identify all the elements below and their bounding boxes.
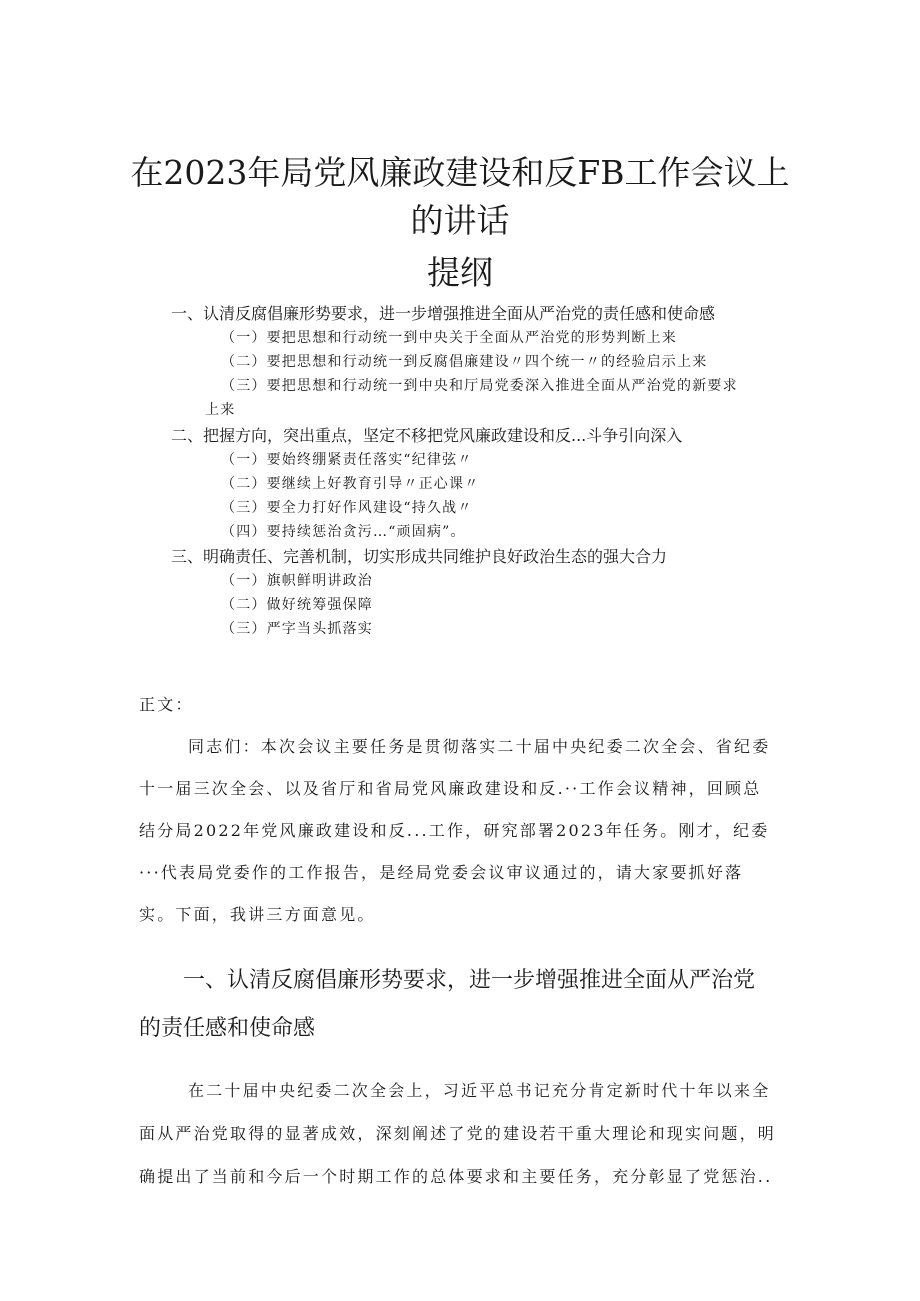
paragraph-1-line-5: 实。下面，我讲三方面意见。: [139, 905, 376, 924]
outline-section-2-item-4: （四）要持续惩治贪污…“顽固病”。: [221, 524, 466, 540]
outline-section-3-item-1: （一）旗帜鲜明讲政治: [221, 573, 373, 589]
outline-section-1-item-2: （二）要把思想和行动统一到反腐倡廉建设〃四个统一〃的经验启示上来: [221, 354, 708, 370]
outline-section-2-item-3: （三）要全力打好作风建设“持久战〃: [221, 500, 473, 516]
paragraph-2-line-3: 确提出了当前和今后一个时期工作的总体要求和主要任务，充分彰显了党惩治..: [139, 1167, 773, 1186]
outline-section-1-item-3: （三）要把思想和行动统一到中央和厅局党委深入推进全面从严治党的新要求: [221, 378, 738, 394]
paragraph-1-line-3: 结分局2022年党风廉政建设和反...工作，研究部署2023年任务。刚才，纪委: [139, 821, 770, 840]
body-label: 正文：: [139, 695, 194, 714]
outline-section-2-title: 二、把握方向，突出重点，坚定不移把党风廉政建设和反...斗争引向深入: [171, 426, 683, 445]
outline-section-1-title: 一、认清反腐倡廉形势要求，进一步增强推进全面从严治党的责任感和使命感: [171, 304, 716, 323]
outline-section-3-item-3: （三）严字当头抓落实: [221, 621, 373, 637]
paragraph-1-line-1: 同志们：本次会议主要任务是贯彻落实二十届中央纪委二次全会、省纪委: [188, 737, 771, 756]
outline-section-2-item-1: （一）要始终绷紧责任落实“纪律弦〃: [221, 452, 473, 468]
paragraph-2-line-1: 在二十届中央纪委二次全会上，习近平总书记充分肯定新时代十年以来全: [188, 1081, 771, 1100]
document-title-line-2: 的讲话: [410, 201, 510, 240]
outline-section-1-item-1: （一）要把思想和行动统一到中央关于全面从严治党的形势判断上来: [221, 330, 677, 346]
paragraph-2-line-2: 面从严治党取得的显著成效，深刻阐述了党的建设若干重大理论和现实问题，明: [139, 1124, 777, 1143]
outline-section-3-item-2: （二）做好统筹强保障: [221, 597, 373, 613]
section-1-heading-line-1: 一、认清反腐倡廉形势要求，进一步增强推进全面从严治党: [183, 968, 756, 993]
section-1-heading-line-2: 的责任感和使命感: [139, 1016, 316, 1041]
outline-heading: 提纲: [427, 253, 493, 292]
outline-section-2-item-2: （二）要继续上好教育引导〃正心课〃: [221, 476, 480, 492]
paragraph-1-line-4: ···代表局党委作的工作报告，是经局党委会议审议通过的，请大家要抓好落: [139, 863, 744, 882]
outline-section-1-item-3-continued: 上来: [205, 402, 236, 418]
outline-section-3-title: 三、明确责任、完善机制，切实形成共同维护良好政治生态的强大合力: [171, 547, 668, 566]
paragraph-1-line-2: 十一届三次全会、以及省厅和省局党风廉政建设和反.··工作会议精神，回顾总: [139, 779, 762, 798]
document-title-line-1: 在2023年局党风廉政建设和反FB工作会议上: [130, 153, 790, 192]
